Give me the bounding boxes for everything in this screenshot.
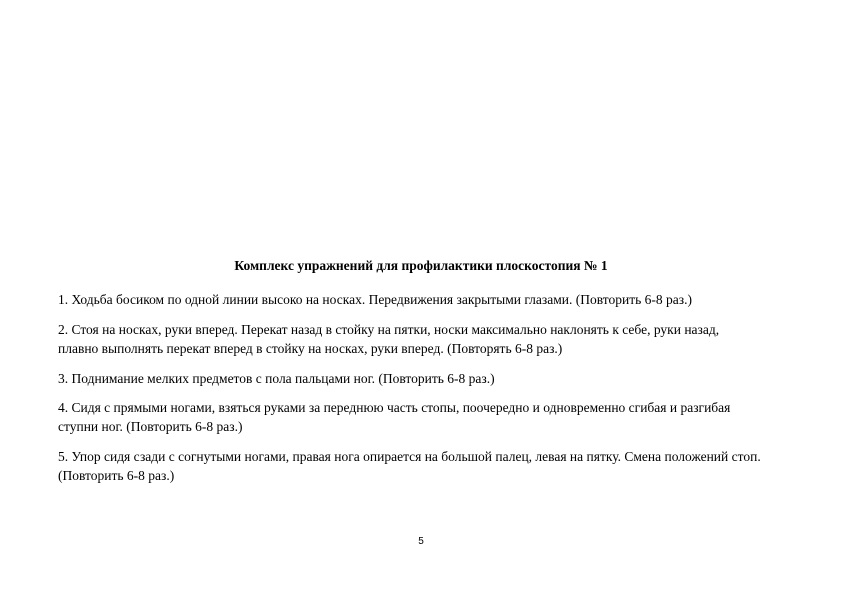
exercise-paragraph-4	[58, 398, 798, 436]
paragraph-line: 3. Поднимание мелких предметов с пола пальцами ног. (Повторить 6-8 раз.)	[58, 371, 495, 386]
exercise-paragraph-3	[58, 369, 798, 388]
page-number: 5	[418, 536, 424, 547]
exercise-paragraph-1	[58, 290, 798, 309]
paragraph-line: 2. Стоя на носках, руки вперед. Перекат назад в стойку на пятки, носки максимально наклонять к себе, руки назад,	[58, 322, 720, 337]
exercise-paragraph-5	[58, 447, 798, 485]
paragraph-line: 4. Сидя с прямыми ногами, взяться руками за переднюю часть стопы, поочередно и одновременно сгибая и разгибая	[58, 400, 731, 415]
paragraph-line: ступни ног. (Повторить 6-8 раз.)	[58, 419, 243, 434]
paragraph-line: (Повторить 6-8 раз.)	[58, 468, 175, 483]
paragraph-line: 5. Упор сидя сзади с согнутыми ногами, правая нога опирается на большой палец, левая на пятку. Смена положений стоп.	[58, 449, 761, 464]
paragraph-line: плавно выполнять перекат вперед в стойку на носках, руки вперед. (Повторять 6-8 раз.)	[58, 341, 563, 356]
exercise-paragraph-2	[58, 320, 798, 358]
paragraph-line: 1. Ходьба босиком по одной линии высоко на носках. Передвижения закрытыми глазами. (Повторить 6-8 раз.)	[58, 292, 692, 307]
document-title: Комплекс упражнений для профилактики плоскостопия № 1	[234, 258, 608, 273]
